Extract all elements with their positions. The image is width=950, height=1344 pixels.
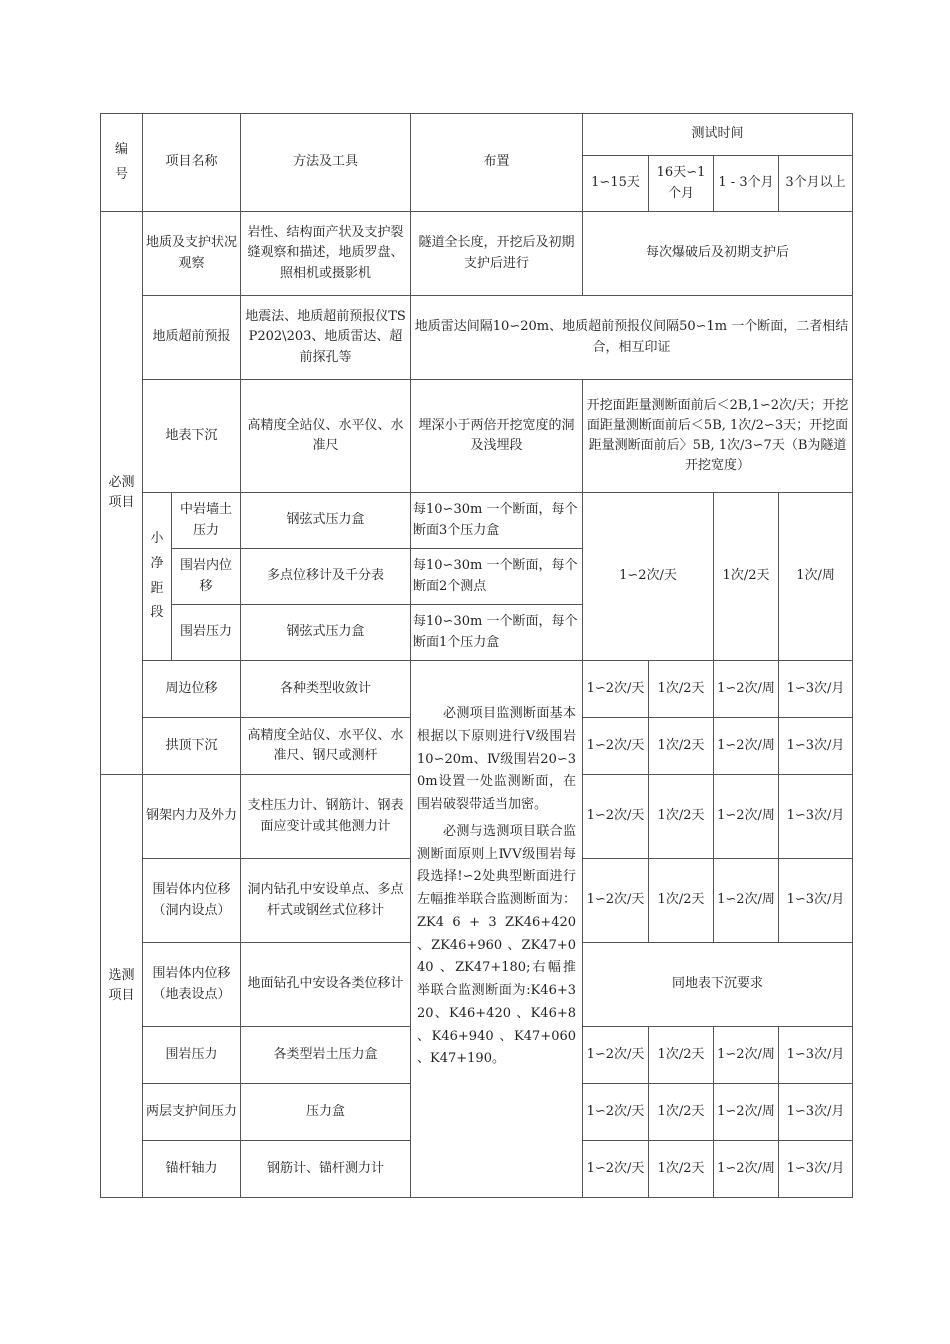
time-cell: 1∽2次/天 xyxy=(583,1141,649,1198)
item-method: 钢弦式压力盒 xyxy=(241,605,411,661)
time-cell: 1∽2次/天 xyxy=(583,775,649,859)
item-name: 地质及支护状况观察 xyxy=(143,212,241,296)
item-name: 拱顶下沉 xyxy=(143,718,241,775)
time-cell: 1∽2次/天 xyxy=(583,718,649,775)
time-cell: 1∽3次/月 xyxy=(779,859,853,943)
item-method: 洞内钻孔中安设单点、多点杆式或钢丝式位移计 xyxy=(241,859,411,943)
time-cell: 1∽2次/周 xyxy=(714,859,779,943)
item-name: 围岩体内位移（地表设点） xyxy=(143,943,241,1027)
item-layout: 每10∽30m 一个断面，每个断面3个压力盒 xyxy=(411,493,583,549)
time-cell: 1次/2天 xyxy=(649,718,714,775)
item-layout: 隧道全长度，开挖后及初期支护后进行 xyxy=(411,212,583,296)
group-optional: 选测项目 xyxy=(101,775,143,1198)
time-cell: 1∽3次/月 xyxy=(779,661,853,718)
item-name: 围岩体内位移（洞内设点） xyxy=(143,859,241,943)
time-cell: 1∽2次/周 xyxy=(714,1084,779,1141)
item-method: 岩性、结构面产状及支护裂缝观察和描述，地质罗盘、照相机或摄影机 xyxy=(241,212,411,296)
item-name: 围岩压力 xyxy=(143,1027,241,1084)
item-name: 围岩压力 xyxy=(172,605,241,661)
time-cell: 1次/2天 xyxy=(649,1084,714,1141)
time-cell: 1∽2次/周 xyxy=(714,1141,779,1198)
item-name: 围岩内位移 xyxy=(172,549,241,605)
time-cell: 1次/2天 xyxy=(649,775,714,859)
time-cell: 1∽2次/天 xyxy=(583,493,714,661)
time-cell: 1∽2次/周 xyxy=(714,718,779,775)
header-method: 方法及工具 xyxy=(241,114,411,212)
time-cell: 1∽3次/月 xyxy=(779,718,853,775)
item-method: 地震法、地质超前预报仪TSP202\203、地质雷达、超前探孔等 xyxy=(241,296,411,380)
item-name: 周边位移 xyxy=(143,661,241,718)
item-method: 钢筋计、锚杆测力计 xyxy=(241,1141,411,1198)
item-time: 开挖面距量测断面前后＜2B,1∽2次/天；开挖面距量测断面前后＜5B, 1次/2∽3天；开挖面距量测断面前后〉5B, 1次/3∽7天（B为隧道开挖宽度） xyxy=(583,380,853,493)
time-cell: 1∽2次/天 xyxy=(583,859,649,943)
item-name: 地质超前预报 xyxy=(143,296,241,380)
item-method: 钢弦式压力盒 xyxy=(241,493,411,549)
item-name: 中岩墙土压力 xyxy=(172,493,241,549)
item-time: 同地表下沉要求 xyxy=(583,943,853,1027)
item-layout: 每10∽30m 一个断面，每个断面2个测点 xyxy=(411,549,583,605)
item-name: 钢架内力及外力 xyxy=(143,775,241,859)
header-time-2: 16天∽1个月 xyxy=(649,156,714,212)
header-time-4: 3个月以上 xyxy=(779,156,853,212)
time-cell: 1∽2次/周 xyxy=(714,1027,779,1084)
note-paragraph-2: 必测与选测项目联合监测断面原则上ⅣⅤ级围岩每段选择!∽2处典型断面进行左幅推举联合监测断面为：ZK4 6 + 3 ZK46+420 、ZK46+960 、ZK47+040 、ZK47+180;右幅推举联合监测断面为:K46+320、K46+420 、K46+8 、K46+940 、K47+060 、K47+190。 xyxy=(417,823,577,1067)
header-time-1: 1∽15天 xyxy=(583,156,649,212)
time-cell: 1∽3次/月 xyxy=(779,1141,853,1198)
time-cell: 1次/2天 xyxy=(649,1141,714,1198)
item-method: 各种类型收敛计 xyxy=(241,661,411,718)
time-cell: 1∽3次/月 xyxy=(779,775,853,859)
item-layout: 埋深小于两倍开挖宽度的洞及浅埋段 xyxy=(411,380,583,493)
time-cell: 1∽2次/天 xyxy=(583,661,649,718)
merged-layout-note xyxy=(411,661,583,1198)
item-method: 地面钻孔中安设各类位移计 xyxy=(241,943,411,1027)
header-time-3: 1 - 3个月 xyxy=(714,156,779,212)
header-layout: 布置 xyxy=(411,114,583,212)
time-cell: 1∽2次/周 xyxy=(714,775,779,859)
time-cell: 1∽2次/天 xyxy=(583,1084,649,1141)
header-no: 编号 xyxy=(101,114,143,212)
item-method: 高精度全站仪、水平仪、水准尺 xyxy=(241,380,411,493)
group-required: 必测项目 xyxy=(101,212,143,775)
note-paragraph-1: 必测项目监测断面基本根据以下原则进行Ⅴ级围岩10∽20m、Ⅳ级围岩20∽30m设置一处监测断面，在围岩破裂带适当加密。 xyxy=(417,706,577,812)
time-cell: 1次/周 xyxy=(779,493,853,661)
item-layout: 每10∽30m 一个断面，每个断面1个压力盒 xyxy=(411,605,583,661)
time-cell: 1次/2天 xyxy=(649,661,714,718)
item-name: 两层支护间压力 xyxy=(143,1084,241,1141)
item-method: 多点位移计及千分表 xyxy=(241,549,411,605)
group-small-spacing: 小净距段 xyxy=(143,493,172,661)
monitoring-table xyxy=(100,113,853,1198)
time-cell: 1∽3次/月 xyxy=(779,1027,853,1084)
time-cell: 1∽3次/月 xyxy=(779,1084,853,1141)
item-method: 高精度全站仪、水平仪、水准尺、钢尺或测杆 xyxy=(241,718,411,775)
item-method: 压力盒 xyxy=(241,1084,411,1141)
time-cell: 1次/2天 xyxy=(649,1027,714,1084)
time-cell: 1次/2天 xyxy=(714,493,779,661)
item-name: 锚杆轴力 xyxy=(143,1141,241,1198)
time-cell: 1次/2天 xyxy=(649,859,714,943)
time-cell: 1∽2次/周 xyxy=(714,661,779,718)
item-time: 每次爆破后及初期支护后 xyxy=(583,212,853,296)
item-layout: 地质雷达间隔10∽20m、地质超前预报仪间隔50∽1m 一个断面，二者相结合，相互印证 xyxy=(411,296,853,380)
item-method: 各类型岩土压力盒 xyxy=(241,1027,411,1084)
header-name: 项目名称 xyxy=(143,114,241,212)
header-time: 测试时间 xyxy=(583,114,853,156)
time-cell: 1∽2次/天 xyxy=(583,1027,649,1084)
item-method: 支柱压力计、钢筋计、钢表面应变计或其他测力计 xyxy=(241,775,411,859)
item-name: 地表下沉 xyxy=(143,380,241,493)
